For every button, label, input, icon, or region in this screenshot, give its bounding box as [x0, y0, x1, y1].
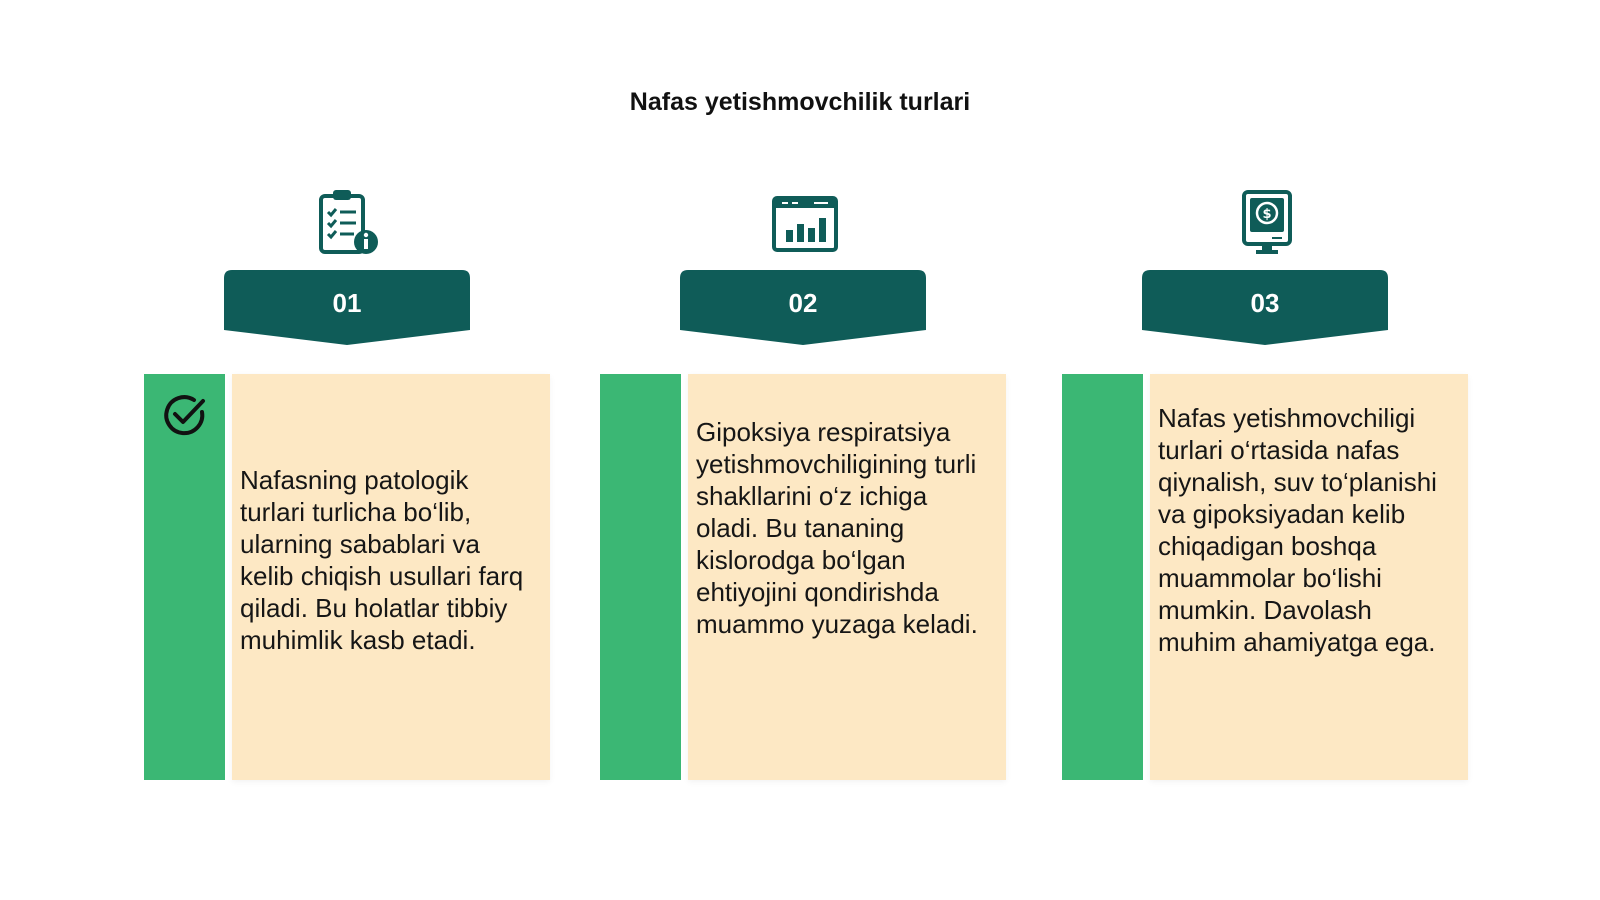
page-title: Nafas yetishmovchilik turlari — [629, 88, 971, 116]
step-text-3: Nafas yetishmovchiligi turlari o‘rtasida nafas qiynalish, suv to‘planishi va gipoksiyadan kelib chiqadigan boshqa muammolar bo‘lishi mumkin. Davolash muhim ahamiyatga ega. — [1158, 403, 1437, 657]
step-number-banner-3 — [1142, 270, 1388, 348]
step-number-3: 03 — [1250, 288, 1280, 318]
step-card-3 — [1062, 374, 1468, 780]
svg-text:$: $ — [1262, 207, 1272, 222]
step-number-banner-2 — [680, 270, 926, 348]
step-column-3 — [1062, 0, 1472, 900]
monitor-dollar-icon — [1232, 188, 1302, 258]
step-column-2 — [600, 0, 1010, 900]
step-number-1: 01 — [332, 288, 362, 318]
card-stripe — [144, 374, 225, 780]
step-number-2: 02 — [788, 288, 818, 318]
step-number-banner-1 — [224, 270, 470, 348]
step-card-2 — [600, 374, 1006, 780]
clipboard-checklist-info-icon — [314, 188, 384, 258]
card-stripe — [1062, 374, 1143, 780]
card-stripe — [600, 374, 681, 780]
step-text-1: Nafasning patologik turlari turlicha bo‘lib, ularning sabablari va kelib chiqish usullari farq qiladi. Bu holatlar tibbiy muhimlik kasb etadi. — [240, 465, 524, 655]
check-circle-icon — [162, 392, 208, 438]
step-card-1 — [144, 374, 550, 780]
browser-bar-chart-icon — [770, 188, 840, 258]
step-text-2: Gipoksiya respiratsiya yetishmovchiligining turli shakllarini o‘z ichiga oladi. Bu tananing kislorodga bo‘lgan ehtiyojini qondirishda muammo yuzaga keladi. — [696, 417, 978, 639]
step-column-1 — [144, 0, 554, 900]
